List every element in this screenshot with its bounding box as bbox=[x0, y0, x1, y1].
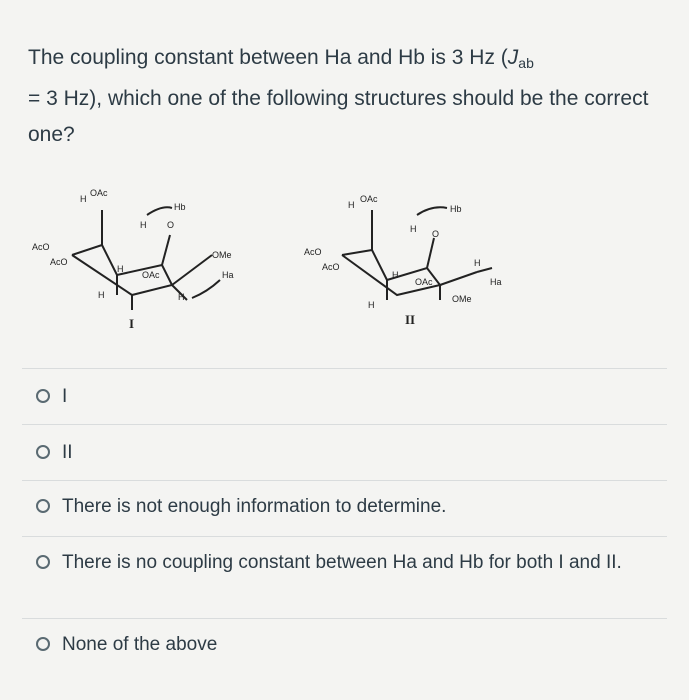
option-label: None of the above bbox=[62, 634, 218, 655]
structures-figure bbox=[22, 180, 542, 340]
option-label: II bbox=[62, 442, 73, 463]
s2-label-8: H bbox=[392, 270, 399, 280]
question-line1: The coupling constant between Ha and Hb is 3 Hz ( bbox=[28, 46, 508, 69]
radio-icon[interactable] bbox=[36, 555, 50, 569]
s1-label-10: Ha bbox=[222, 270, 234, 280]
s1-label-7: OMe bbox=[212, 250, 232, 260]
s1-label-5: AcO bbox=[32, 242, 50, 252]
question-text bbox=[28, 40, 668, 153]
s1-label-4: O bbox=[167, 220, 175, 230]
divider bbox=[22, 424, 667, 425]
s2-numeral: II bbox=[405, 312, 416, 327]
radio-icon[interactable] bbox=[36, 499, 50, 513]
radio-icon[interactable] bbox=[36, 637, 50, 651]
option-not-enough-info[interactable] bbox=[36, 492, 652, 522]
question-line2: = 3 Hz), which one of the following structures should be the correct one? bbox=[28, 87, 649, 146]
divider bbox=[22, 618, 667, 619]
s2-label-5: AcO bbox=[304, 247, 322, 257]
s1-label-6: AcO bbox=[50, 257, 68, 267]
s1-label-0: H bbox=[80, 194, 87, 204]
s2-label-11: OMe bbox=[452, 294, 472, 304]
s1-label-1: OAc bbox=[90, 188, 108, 198]
s2-label-2: Hb bbox=[450, 204, 462, 214]
s2-label-4: O bbox=[432, 229, 440, 239]
divider bbox=[22, 368, 667, 369]
s1-label-11: H bbox=[98, 290, 105, 300]
s1-label-3: H bbox=[140, 220, 147, 230]
radio-icon[interactable] bbox=[36, 445, 50, 459]
s2-label-0: H bbox=[348, 200, 355, 210]
s2-label-10: Ha bbox=[490, 277, 502, 287]
s2-label-12: H bbox=[368, 300, 375, 310]
s2-label-6: AcO bbox=[322, 262, 340, 272]
option-label: I bbox=[62, 386, 68, 407]
s1-label-8: H bbox=[117, 264, 124, 274]
s1-numeral: I bbox=[129, 316, 135, 331]
divider bbox=[22, 480, 667, 481]
s2-label-1: OAc bbox=[360, 194, 378, 204]
s2-label-9: OAc bbox=[415, 277, 433, 287]
option-i[interactable] bbox=[36, 382, 652, 412]
s1-label-2: Hb bbox=[174, 202, 186, 212]
s2-label-7: H bbox=[474, 258, 481, 268]
option-no-coupling[interactable] bbox=[36, 548, 652, 578]
s1-label-12: H bbox=[178, 292, 185, 302]
option-ii[interactable] bbox=[36, 438, 652, 468]
option-label: There is no coupling constant between Ha and Hb for both I and II. bbox=[62, 552, 622, 573]
option-none[interactable] bbox=[36, 630, 652, 660]
s2-label-3: H bbox=[410, 224, 417, 234]
j-symbol: J bbox=[507, 46, 519, 69]
j-subscript: ab bbox=[518, 55, 534, 71]
option-label: There is not enough information to determine. bbox=[62, 496, 447, 517]
divider bbox=[22, 536, 667, 537]
s1-label-9: OAc bbox=[142, 270, 160, 280]
radio-icon[interactable] bbox=[36, 389, 50, 403]
